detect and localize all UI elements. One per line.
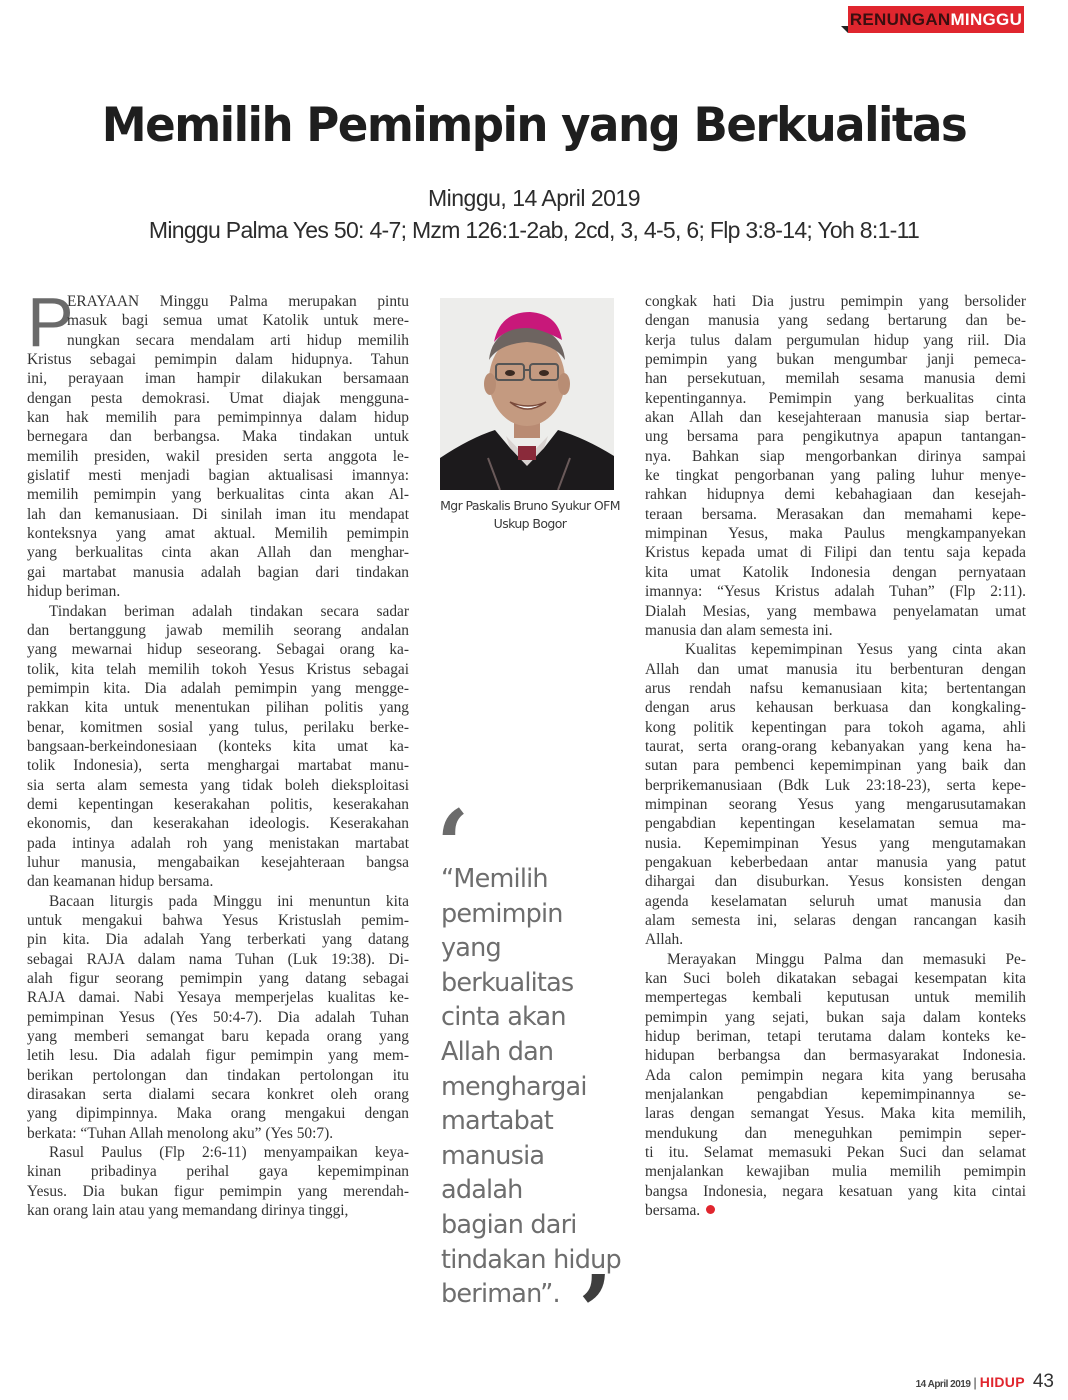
article-line: ERAYAAN Minggu Palma merupakan pintu — [67, 293, 409, 310]
article-line: Bacaan liturgis pada Minggu ini menuntun kita — [49, 892, 409, 910]
article-line: dan keamanan hidup bersama. — [27, 873, 214, 891]
article-line: hidup beriman. — [27, 583, 121, 601]
article-line: dengan arus kehausan berkuasa dan kongkaling- — [645, 699, 1026, 717]
photo-caption-title: Uskup Bogor — [493, 516, 567, 531]
footer-separator: | — [973, 1375, 977, 1390]
article-line: ti itu. Selamat memasuki Pekan Suci dan selamat — [645, 1144, 1026, 1162]
pull-quote-line: berkualitas — [441, 967, 574, 998]
article-line: Allah. — [645, 931, 684, 949]
article-line: kinan pribadinya perihal gaya kepemimpinan — [27, 1163, 409, 1181]
article-line: untuk mengakui bahwa Yesus Kristuslah pemim- — [27, 912, 409, 929]
pull-quote — [441, 862, 631, 1312]
article-line: gislatif mesti menjadi bagian aktualisasi imannya: — [27, 467, 409, 485]
article-line: yang berkualitas cinta akan Allah dan menghar- — [27, 544, 409, 562]
page-number: 43 — [1032, 1371, 1054, 1392]
article-line: nya. Bahkan siap mengorbankan dirinya sampai — [645, 447, 1026, 465]
article-line: bangsa Indonesia, negara kesatuan yang kita cintai — [645, 1182, 1026, 1200]
article-line: nungkan secara mendalam arti hidup memilih — [67, 331, 409, 349]
article-line: Tindakan beriman adalah tindakan secara sadar — [49, 602, 409, 620]
article-line: menjalankan pengabdian kepemimpinannya se- — [645, 1086, 1026, 1104]
article-column-right — [645, 292, 1026, 1221]
page-footer — [916, 1371, 1054, 1393]
pull-quote-line: manusia — [441, 1140, 545, 1171]
section-tag-renungan: RENUNGAN — [849, 9, 951, 29]
article-line: ung bersama para pengikutnya apapun tantangan- — [645, 428, 1026, 446]
article-line: tolik Indonesia), serta menghargai martabat manu- — [27, 757, 409, 775]
article-line: kan Suci boleh dikatakan sebagai kesempatan kita — [645, 970, 1026, 988]
footer-date: 14 April 2019 — [915, 1379, 971, 1390]
pull-quote-line: “Memilih — [441, 864, 548, 894]
article-line: memilih presiden, wakil presiden serta anggota le- — [27, 447, 409, 465]
pull-quote-line: beriman”. — [441, 1279, 560, 1310]
section-tag-fold — [841, 26, 848, 33]
article-line: pemimpin yang sejati, bukan saja dalam konteks — [645, 1008, 1026, 1026]
article-line: dan bertanggung jawab memilih seorang andalan — [27, 621, 409, 639]
pull-quote-line: menghargai — [441, 1071, 587, 1102]
article-line: mempertegas kembali keputusan untuk memilih — [645, 989, 1026, 1007]
article-line: Allah dan umat manusia itu berbenturan dengan — [645, 660, 1026, 678]
article-line: sia serta alam semesta yang tidak boleh dieksploitasi — [27, 776, 409, 794]
article-line: masuk bagi semua umat Katolik untuk mere- — [67, 312, 409, 330]
article-line: rahkan hidupnya demi kebahagiaan dan kesejah- — [645, 486, 1026, 504]
article-line: manusia dan alam semesta ini. — [645, 621, 833, 639]
article-line: mimpinan seorang Yesus yang mengarusutamakan — [645, 795, 1026, 813]
article-line: mendukung dan meneguhkan pemimpin seper- — [645, 1124, 1026, 1142]
article-line: sebagai RAJA dalam nama Tuhan (Luk 19:38). Di- — [27, 950, 409, 968]
article-line: Kristus kepada umat di Filipi dan tentu saja kepada — [645, 544, 1026, 562]
article-line: alam semesta ini, selaras dengan rancangan kasih — [645, 912, 1026, 929]
article-line: yang memberi semangat baru kepada orang yang — [27, 1028, 409, 1046]
article-line: kan hak memilih para pemimpinnya dalam hidup — [27, 409, 409, 427]
article-line: bernegara dan berbangsa. Maka tindakan untuk — [27, 428, 409, 446]
article-line: alah figur seorang pemimpin yang datang sebagai — [27, 970, 409, 988]
photo-caption — [420, 497, 640, 533]
article-line: pemimpin yang bukan mengumbar janji pemeca- — [645, 351, 1026, 369]
article-line: Kristus sebagai pemimpin dalam hidupnya. Tahun — [27, 351, 409, 369]
article-line: memilih pemimpin yang berkualitas cinta akan Al- — [27, 486, 409, 504]
article-line: dengan pesta demokrasi. Umat diajak mengguna- — [27, 389, 409, 407]
article-line: kita umat Katolik Indonesia dengan pernyataan — [645, 563, 1026, 581]
article-line: pemimpinan Yesus (Yes 50:4-7). Dia adalah Tuhan — [27, 1008, 409, 1026]
article-line: konteksnya yang amat aktual. Memilih pemimpin — [27, 525, 409, 543]
article-line: berprikemanusiaan (Bdk Luk 23:18-23), serta kepe- — [645, 776, 1026, 794]
article-line: kepentingannya. Pemimpin yang berkualitas cinta — [645, 389, 1026, 407]
article-line: tolik, kita telah memilih tokoh Yesus Kristus sebagai — [27, 660, 409, 678]
article-line: bangsaan-berkeindonesiaan (konteks kita umat ka- — [27, 737, 409, 755]
pull-quote-line: bagian dari — [441, 1209, 577, 1240]
article-line: pengabdian kepentingan keselamatan semua ma- — [645, 815, 1026, 833]
article-line: yang dipimpinnya. Maka orang mengakui dengan — [27, 1105, 409, 1123]
article-line: mimpinan Yesus, maka Paulus mengkampanyekan — [645, 525, 1026, 543]
article-line: RAJA damai. Nabi Yesaya memperjelas kualitas ke- — [27, 989, 409, 1007]
article-date: Minggu, 14 April 2019 — [428, 185, 640, 211]
article-line: Kualitas kepemimpinan Yesus yang cinta akan — [685, 641, 1026, 659]
article-line: Rasul Paulus (Flp 2:6-11) menyampaikan keya- — [49, 1144, 409, 1162]
liturgical-readings: Minggu Palma Yes 50: 4-7; Mzm 126:1-2ab, 2cd, 3, 4-5, 6; Flp 3:8-14; Yoh 8:1-11 — [148, 217, 920, 243]
article-line: berikan pertolongan dan tindakan pertolongan itu — [27, 1066, 409, 1084]
section-tag — [848, 6, 1024, 33]
article-line: laras dengan semangat Yesus. Maka kita memilih, — [645, 1105, 1026, 1123]
close-quote-icon: ’ — [578, 1253, 613, 1371]
article-line: agenda keselamatan seluruh umat manusia dan — [645, 892, 1026, 910]
article-line: ekonomis, dan keserakahan ideologis. Keserakahan — [27, 815, 409, 833]
pull-quote-line: tindakan hidup — [441, 1244, 621, 1275]
article-line: rakkan kita untuk menentukan pilihan politis yang — [27, 699, 409, 717]
article-line: luhur manusia, mengabaikan kesejahteraan bangsa — [27, 853, 409, 871]
article-line: kan orang lain atau yang memandang dirinya tinggi, — [27, 1202, 349, 1220]
article-line: gai martabat manusia adalah bagian dari tindakan — [27, 563, 409, 581]
article-line: dirasakan serta dialami secara konkret oleh orang — [27, 1086, 409, 1104]
article-line: sutan para pembenci kepemimpinan yang baik dan — [645, 757, 1026, 775]
article-line: Merayakan Minggu Palma dan memasuki Pe- — [667, 950, 1026, 968]
article-line: han persekutuan, memilah sesama manusia demi — [645, 370, 1026, 388]
footer-magazine-name: HIDUP — [979, 1374, 1025, 1390]
article-line: pada intinya adalah roh yang menistakan martabat — [27, 834, 409, 852]
article-line: lah dan kemanusiaan. Di sinilah iman itu mendapat — [27, 505, 409, 523]
pull-quote-line: Allah dan — [441, 1036, 554, 1067]
article-line: berkata: “Tuhan Allah menolong aku” (Yes 50:7). — [27, 1124, 334, 1142]
article-line: letih lesu. Dia adalah figur pemimpin yang mem- — [27, 1047, 409, 1065]
article-line: dengan manusia yang sedang bertarung dan be- — [645, 312, 1026, 330]
article-line: benar, komitmen sosial yang tulus, perilaku berke- — [27, 718, 409, 736]
drop-cap: P — [27, 283, 74, 361]
pull-quote-line: martabat — [441, 1106, 553, 1137]
article-line: pengakuan keberbedaan antar manusia yang patut — [645, 853, 1026, 871]
article-line: congkak hati Dia justru pemimpin yang bersolider — [645, 293, 1026, 310]
pull-quote-line: cinta akan — [441, 1002, 566, 1033]
article-column-left — [27, 283, 409, 1221]
pull-quote-line: adalah — [441, 1175, 523, 1206]
article-line: nusia. Kepemimpinan Yesus yang mengutamakan — [645, 834, 1026, 852]
article-line: Yesus. Dia bukan figur pemimpin yang merendah- — [27, 1182, 409, 1200]
end-mark-icon — [706, 1205, 715, 1214]
article-line: demi kepentingan keserakahan politis, keserakahan — [27, 795, 409, 813]
article-line: imannya: “Yesus Kristus adalah Tuhan” (Flp 2:11). — [645, 583, 1026, 601]
photo-caption-name: Mgr Paskalis Bruno Syukur OFM — [440, 498, 620, 513]
article-line: yang mewarnai hidup seseorang. Sebagai orang ka- — [27, 641, 409, 659]
pull-quote-line: yang — [441, 933, 501, 964]
section-tag-minggu: MINGGU — [950, 9, 1023, 29]
article-line: arus rendah nafsu kemanusiaan kita; bertentangan — [645, 679, 1026, 697]
article-line: menjalankan kewajiban mulia memilih pemimpin — [645, 1163, 1026, 1181]
open-quote-icon: ‘ — [436, 789, 470, 902]
article-line: Dialah Mesias, yang membawa penyelamatan umat — [645, 602, 1026, 620]
author-photo — [440, 298, 614, 490]
article-line: pin kita. Dia adalah Yang terberkati yang datang — [27, 931, 409, 949]
article-line: akan Allah dan kesejahteraan manusia siap bertar- — [645, 409, 1026, 427]
article-title: Memilih Pemimpin yang Berkualitas — [101, 98, 967, 153]
pull-quote-line: pemimpin — [441, 898, 563, 929]
article-line: teraan bersama. Merasakan dan memahami kepe- — [645, 505, 1026, 523]
article-line: dihargai dan disuburkan. Yesus konsisten dengan — [645, 873, 1026, 891]
article-line: Ada calon pemimpin negara kita yang berusaha — [645, 1066, 1026, 1084]
article-line: kong politik kepentingan para tokoh agama, ahli — [645, 718, 1026, 736]
article-line: kerja tulus dalam pergumulan hidup yang riil. Dia — [645, 331, 1026, 349]
article-line: pemimpin kita. Dia adalah pemimpin yang mengge- — [27, 679, 409, 697]
article-line: bersama. — [645, 1201, 1026, 1220]
article-line: hidupan berbangsa dan bermasyarakat Indonesia. — [645, 1047, 1026, 1065]
article-line: hidup beriman, tetapi terutama dalam konteks ke- — [645, 1028, 1026, 1046]
article-line: ke tingkat pengorbanan yang paling luhur menye- — [645, 467, 1026, 485]
article-line: ini, perayaan iman hampir dilakukan bersamaan — [27, 370, 409, 388]
bishop-portrait-image — [440, 298, 614, 490]
article-line: taurat, serta orang-orang kebanyakan yang kena ha- — [645, 737, 1026, 755]
